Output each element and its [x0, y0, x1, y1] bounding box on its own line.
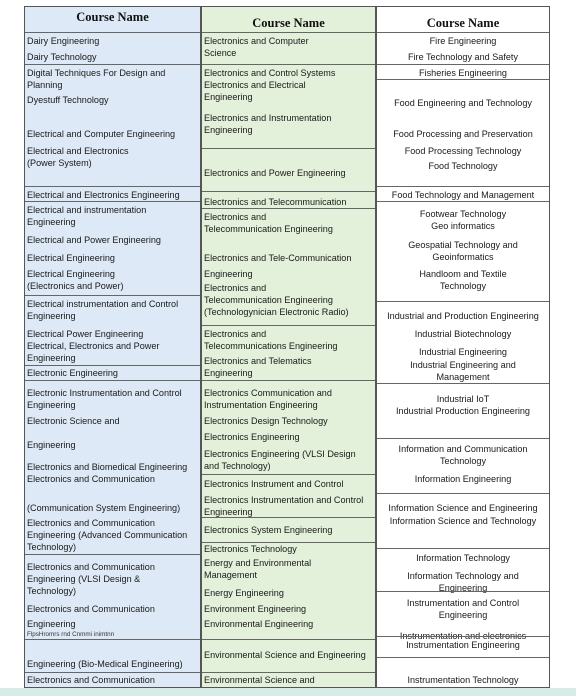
course-cell: (Communication System Engineering): [27, 503, 181, 513]
course-cell: Electronics and Instrumentation Engineering: [204, 113, 332, 135]
row-divider: [25, 554, 200, 555]
row-divider: [377, 383, 549, 384]
course-cell: Handloom and Textile Technology: [419, 269, 507, 291]
course-cell: Electronics and Telecommunication: [204, 197, 347, 207]
course-cell: Electronics and Telecommunications Engineering: [204, 329, 338, 351]
row-divider: [377, 64, 549, 65]
course-cell: Electronic Engineering: [27, 368, 118, 378]
course-cell: Energy and Environmental Management: [204, 558, 312, 580]
row-divider: [25, 295, 200, 296]
row-divider: [25, 186, 200, 187]
row-divider: [202, 380, 375, 381]
row-divider: [25, 64, 200, 65]
course-cell: Electronic Instrumentation and Control Engineering: [27, 388, 182, 410]
course-cell: Fisheries Engineering: [419, 68, 507, 78]
course-cell: Electrical and Power Engineering: [27, 235, 161, 245]
row-divider: [377, 548, 549, 549]
course-cell: Electronics and Communication Engineering (VLSI Design & Technology): [27, 562, 155, 596]
course-cell: Electronics Design Technology: [204, 416, 328, 426]
course-cell: Electronics and Telematics Engineering: [204, 356, 312, 378]
course-cell: Information Technology: [416, 553, 510, 563]
course-cell: Dairy Technology: [27, 52, 97, 62]
course-cell: Electronics and Communication: [27, 604, 155, 614]
row-divider: [377, 186, 549, 187]
column-1: [24, 6, 201, 688]
course-cell: Environment Engineering: [204, 604, 307, 614]
row-divider: [377, 438, 549, 439]
course-cell: Industrial Biotechnology: [414, 329, 512, 339]
row-divider: [377, 591, 549, 592]
course-cell: Dyestuff Technology: [27, 95, 109, 105]
course-cell: Electronics and Communication: [27, 474, 155, 484]
row-divider: [202, 672, 375, 673]
course-cell: Instrumentation Engineering: [406, 640, 520, 650]
course-cell: Electronics Technology: [204, 544, 297, 554]
course-cell: Instrumentation Technology: [407, 675, 519, 685]
course-cell: Electronics System Engineering: [204, 525, 333, 535]
course-cell: Fire Technology and Safety: [407, 52, 519, 62]
bottom-bar: [0, 688, 576, 696]
course-cell: FlpsHromrs rnd Cnmmi inimtnn: [27, 631, 115, 638]
row-divider: [202, 325, 375, 326]
column-2: [201, 6, 376, 688]
row-divider: [377, 201, 549, 202]
course-cell: Electronics Engineering: [204, 432, 300, 442]
course-cell: Electronics Communication and Instrumentation Engineering: [204, 388, 332, 410]
row-divider: [202, 474, 375, 475]
row-divider: [202, 517, 375, 518]
course-cell: Electrical instrumentation and Control Engineering: [27, 299, 179, 321]
course-cell: Engineering: [27, 619, 76, 629]
course-cell: Industrial Engineering and Management: [410, 360, 516, 382]
course-cell: Food Processing and Preservation: [393, 129, 533, 139]
course-cell: Information Science and Technology: [389, 516, 537, 526]
course-cell: Electrical and Electronics (Power System): [27, 146, 129, 168]
course-cell: Electronics and Telecommunication Engineering: [204, 212, 333, 234]
row-divider: [377, 301, 549, 302]
column-3: [376, 6, 550, 688]
course-cell: Footwear Technology: [419, 209, 507, 219]
course-cell: Electronics and Communication Engineering (Advanced Communication Technology): [27, 518, 188, 552]
row-divider: [25, 201, 200, 202]
row-divider: [202, 64, 375, 65]
course-cell: Electronics and Telecommunication Engineering (Technologynician Electronic Radio): [204, 283, 349, 317]
course-cell: Fire Engineering: [429, 36, 497, 46]
row-divider: [25, 639, 200, 640]
course-cell: Environmental Engineering: [204, 619, 314, 629]
course-cell: Engineering: [204, 269, 253, 279]
column-1-header: Course Name: [76, 10, 149, 24]
row-divider: [377, 79, 549, 80]
course-cell: Information and Communication Technology: [398, 444, 528, 466]
row-divider: [377, 657, 549, 658]
row-divider: [25, 672, 200, 673]
row-divider: [202, 208, 375, 209]
column-3-header: Course Name: [426, 16, 500, 30]
course-cell: Electrical and Computer Engineering: [27, 129, 176, 139]
course-cell: Food Technology: [428, 161, 498, 171]
row-divider: [202, 191, 375, 192]
course-cell: Industrial Engineering: [419, 347, 507, 357]
course-cell: Electrical and Electronics Engineering: [27, 190, 180, 200]
course-cell: Food Engineering and Technology: [394, 98, 532, 108]
course-cell: Electronic Science and Engineering: [27, 416, 120, 450]
course-cell: Electronics Engineering (VLSI Design and Technology): [204, 449, 356, 471]
course-cell: Electrical Engineering (Electronics and Power): [27, 269, 124, 291]
column-2-header: Course Name: [252, 16, 325, 30]
row-divider: [202, 32, 375, 33]
course-cell: Electronics and Communication: [27, 675, 155, 685]
course-cell: Electrical and instrumentation Engineering: [27, 205, 147, 227]
course-cell: Electronics and Electrical Engineering: [204, 80, 306, 102]
row-divider: [377, 32, 549, 33]
course-cell: Electronics and Control Systems: [204, 68, 336, 78]
course-cell: Electrical Engineering: [27, 253, 115, 263]
course-cell: Electrical Power Engineering: [27, 329, 144, 339]
row-divider: [25, 380, 200, 381]
course-cell: Information Technology and Engineering: [407, 571, 519, 593]
course-cell: Electrical, Electronics and Power Engineering: [27, 341, 160, 363]
row-divider: [377, 636, 549, 637]
course-cell: Industrial Production Engineering: [396, 406, 530, 416]
course-cell: Information Science and Engineering: [388, 503, 538, 513]
row-divider: [202, 148, 375, 149]
course-cell: Instrumentation and Control Engineering: [406, 598, 520, 620]
course-cell: Geo informatics: [431, 221, 495, 231]
course-cell: Electronics Instrumentation and Control Engineering: [204, 495, 364, 517]
course-cell: Electronics and Tele-Communication: [204, 253, 352, 263]
course-cell: Geospatial Technology and Geoinformatics: [408, 240, 518, 262]
row-divider: [202, 639, 375, 640]
course-cell: Electronics Instrument and Control: [204, 479, 344, 489]
course-cell: Electronics and Biomedical Engineering: [27, 462, 188, 472]
course-cell: Food Processing Technology: [404, 146, 522, 156]
course-cell: Electronics and Power Engineering: [204, 168, 346, 178]
row-divider: [25, 32, 200, 33]
course-cell: Environmental Science and Engineering: [204, 650, 366, 660]
course-cell: Instrumentation and electronics: [399, 631, 527, 641]
row-divider: [25, 365, 200, 366]
course-cell: Dairy Engineering: [27, 36, 100, 46]
course-cell: Food Technology and Management: [391, 190, 535, 200]
course-cell: Electronics and Computer Science: [204, 36, 309, 58]
course-cell: Digital Techniques For Design and Planning: [27, 68, 166, 90]
row-divider: [377, 493, 549, 494]
course-cell: Industrial and Production Engineering: [387, 311, 539, 321]
course-cell: Energy Engineering: [204, 588, 284, 598]
course-cell: Information Engineering: [414, 474, 512, 484]
course-cell: Environmental Science and: [204, 675, 315, 685]
course-cell: Engineering (Bio-Medical Engineering): [27, 659, 183, 669]
course-cell: Industrial IoT: [436, 394, 490, 404]
